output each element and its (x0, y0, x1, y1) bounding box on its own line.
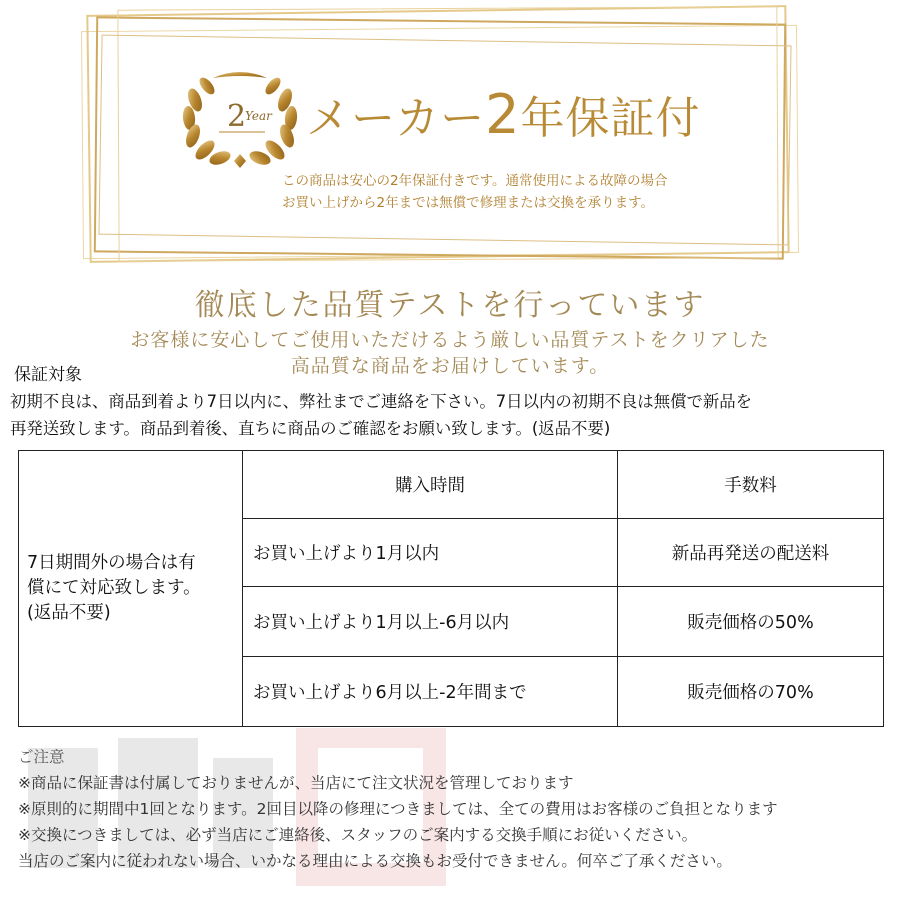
guarantee-line: 初期不良は、商品到着より7日以内に、弊社までご連絡を下さい。7日以内の初期不良は無償で新品を (10, 392, 753, 411)
row-fee: 販売価格の50% (618, 587, 884, 657)
notes-line: ※交換につきましては、必ず当店にご連絡後、スタッフのご案内する交換手順にお従いください。 (18, 826, 698, 844)
notes-line: ※商品に保証書は付属しておりませんが、当店にて注文状況を管理しております (18, 774, 574, 792)
quality-sub-line: お客様に安心してご使用いただけるよう厳しい品質テストをクリアした (130, 329, 770, 351)
row-fee: 販売価格の70% (618, 657, 884, 727)
banner-text-line: この商品は安心の2年保証付きです。通常使用による故障の場合 (282, 173, 668, 189)
badge-word: Year (245, 109, 272, 123)
table-header-row (19, 451, 884, 519)
badge-number: 2 (227, 99, 247, 134)
notes (18, 744, 778, 874)
quality-title: 徹底した品質テストを行っています (194, 288, 706, 323)
laurel-wreath-icon (175, 60, 305, 170)
left-cell-line: 7日期間外の場合は有 (27, 553, 196, 573)
header-period: 購入時間 (243, 451, 618, 519)
header-fee: 手数料 (618, 451, 884, 519)
banner-text-line: お買い上げから2年までは無償で修理または交換を承ります。 (282, 195, 655, 211)
banner-description (282, 170, 752, 214)
table-left-cell (19, 451, 243, 727)
banner-title-prefix: メーカー (306, 93, 486, 144)
quality-sub-line: 高品質な商品をお届けしています。 (290, 355, 610, 377)
quality-subtitle (0, 327, 900, 379)
banner-title (306, 82, 700, 146)
warranty-table (18, 450, 884, 727)
banner-title-number: 2 (485, 83, 521, 146)
notes-line: ※原則的に期間中1回となります。2回目以降の修理につきましては、全ての費用はお客様のご負担となります (18, 800, 778, 818)
row-period: お買い上げより6月以上-2年間まで (243, 657, 618, 727)
row-period: お買い上げより1月以内 (243, 519, 618, 587)
guarantee-body (10, 388, 895, 442)
banner-title-suffix: 年保証付 (520, 93, 701, 144)
row-fee: 新品再発送の配送料 (618, 519, 884, 587)
notes-line: 当店のご案内に従われない場合、いかなる理由による交換もお受付できません。何卒ご了承ください。 (18, 852, 732, 870)
left-cell-line: (返品不要) (27, 603, 111, 623)
row-period: お買い上げより1月以上-6月以内 (243, 587, 618, 657)
guarantee-heading: 保証対象 (14, 365, 82, 385)
left-cell-line: 償にて対応致します。 (27, 578, 201, 598)
notes-heading: ご注意 (18, 748, 65, 766)
guarantee-line: 再発送致します。商品到着後、直ちに商品のご確認をお願い致します。(返品不要) (10, 419, 611, 438)
